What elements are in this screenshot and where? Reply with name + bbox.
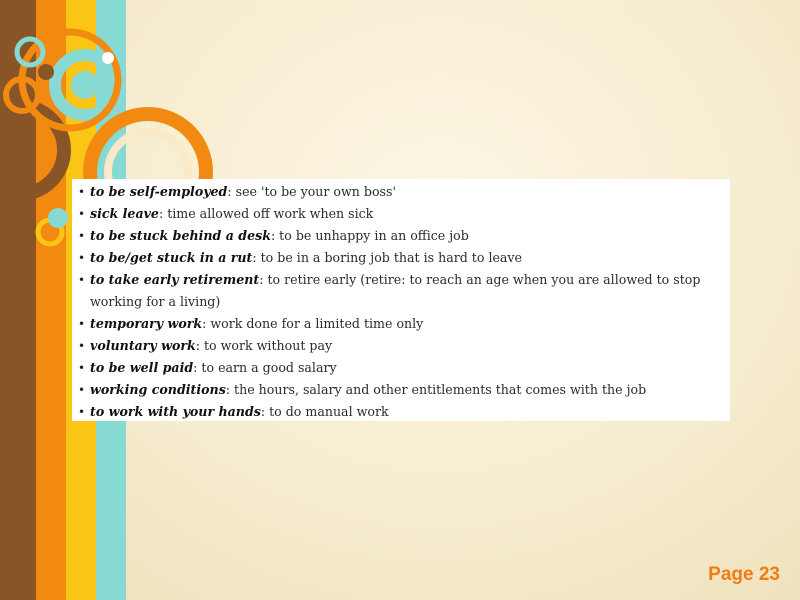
bullet-icon: • (78, 207, 86, 221)
definition: : to be in a boring job that is hard to leave (252, 250, 523, 265)
bullet-icon: • (78, 273, 86, 287)
definition: : to earn a good salary (193, 360, 337, 375)
vocabulary-box (72, 179, 730, 421)
term: to be self-employed (90, 184, 228, 199)
term: sick leave (90, 206, 159, 221)
bullet-icon: • (78, 361, 86, 375)
term: to be well paid (90, 360, 194, 375)
list-item (78, 379, 720, 401)
bullet-icon: • (78, 405, 86, 419)
list-item (78, 313, 720, 335)
vocabulary-list (78, 181, 720, 423)
bullet-icon: • (78, 339, 86, 353)
term: to be/get stuck in a rut (90, 250, 253, 265)
circle-teal-mid (48, 208, 68, 228)
definition: : to be unhappy in an office job (270, 228, 469, 243)
term: to take early retirement (90, 272, 260, 287)
list-item (78, 335, 720, 357)
term: working conditions (90, 382, 226, 397)
definition: : work done for a limited time only (202, 316, 424, 331)
circle-brown-left (0, 106, 64, 194)
bullet-icon: • (78, 251, 86, 265)
definition: : to retire early (retire: to reach an age when you are allowed to stop working for a living) (90, 272, 701, 309)
definition: : to work without pay (195, 338, 333, 353)
bullet-icon: • (78, 229, 86, 243)
circle-teal-inner (71, 71, 99, 99)
definition: : to do manual work (260, 404, 389, 419)
list-item (78, 247, 720, 269)
page-number: Page 23 (708, 564, 780, 585)
term: to be stuck behind a desk (90, 228, 271, 243)
bullet-icon: • (78, 185, 86, 199)
circle-white-dot (102, 52, 114, 64)
list-item (78, 203, 720, 225)
list-item (78, 401, 720, 423)
list-item (78, 269, 720, 313)
list-item (78, 225, 720, 247)
term: temporary work (90, 316, 203, 331)
term: voluntary work (90, 338, 196, 353)
definition: : the hours, salary and other entitlements that comes with the job (225, 382, 647, 397)
bullet-icon: • (78, 317, 86, 331)
definition: : time allowed off work when sick (158, 206, 374, 221)
list-item (78, 357, 720, 379)
list-item (78, 181, 720, 203)
term: to work with your hands (90, 404, 261, 419)
circle-brown-small (38, 64, 54, 80)
bullet-icon: • (78, 383, 86, 397)
definition: : see 'to be your own boss' (227, 184, 396, 199)
